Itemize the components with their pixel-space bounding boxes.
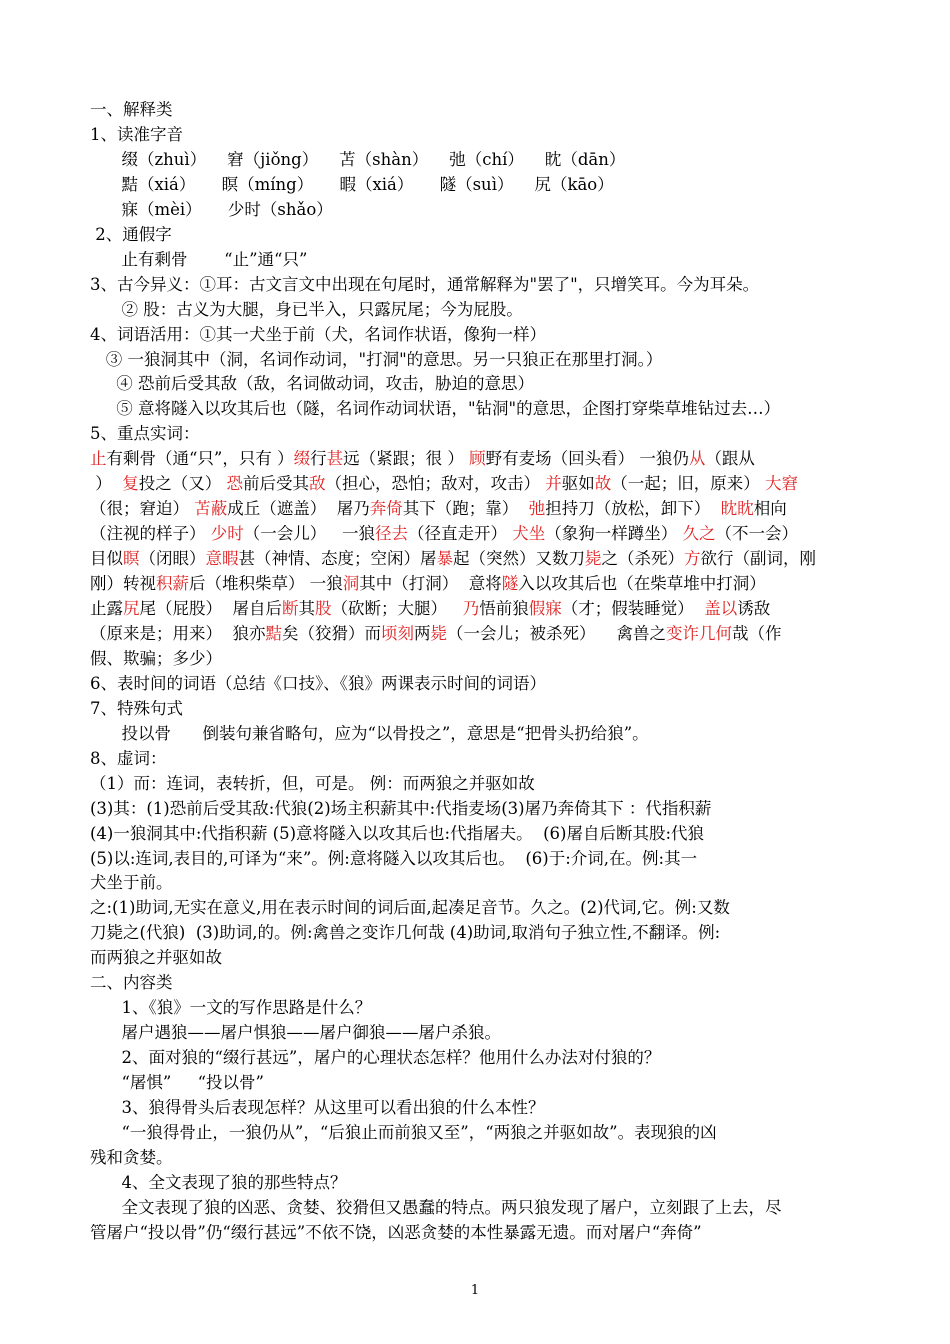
- highlighted-term: 暴: [436, 549, 453, 569]
- line-text: 屠户遇狼——屠户惧狼——屠户御狼——屠户杀狼。: [90, 1023, 501, 1043]
- highlighted-term: 奔倚: [369, 499, 403, 519]
- highlighted-term: 毙: [430, 623, 447, 643]
- line-text: （担心，恐怕；敌对，攻击）: [325, 474, 546, 494]
- line-text: 刚）转视: [90, 574, 156, 594]
- line-text: 前后受其: [243, 474, 309, 494]
- line-text: (3)其：(1)恐前后受其敌:代狼(2)场主积薪其中:代指麦场(3)屠乃奔倚其下 ：代指积薪: [90, 798, 712, 818]
- text-line: [90, 920, 870, 945]
- line-text: （原来是；用来） 狼亦: [90, 623, 266, 643]
- line-text: 两: [414, 623, 431, 643]
- line-text: 之:(1)助词,无实在意义,用在表示时间的词后面,起凑足音节。久之。(2)代词,它。例:又数: [90, 898, 730, 918]
- line-text: 欲行（副词，刚: [700, 549, 816, 569]
- text-line: [90, 1120, 870, 1145]
- text-line: [90, 571, 870, 596]
- line-text: 1、读准字音: [90, 124, 183, 144]
- text-line: [90, 371, 870, 396]
- line-text: 3、古今异义：①耳：古文言文中出现在句尾时，通常解释为"罢了"，只增笑耳。今为耳朵。: [90, 274, 760, 294]
- text-line: [90, 596, 870, 621]
- line-text: 残和贪婪。: [90, 1147, 173, 1167]
- highlighted-term: 假寐: [528, 599, 562, 618]
- line-text: 1、《狼》一文的写作思路是什么？: [90, 998, 372, 1018]
- highlighted-term: 缀: [293, 449, 311, 469]
- line-text: 7、特殊句式: [90, 698, 183, 718]
- line-text: 诱敌: [737, 599, 771, 618]
- line-text: 3、狼得骨头后表现怎样？从这里可以看出狼的什么本性？: [90, 1098, 545, 1117]
- highlighted-term: 少时: [210, 524, 244, 544]
- text-line: [90, 870, 870, 895]
- text-line: [90, 1020, 870, 1045]
- text-line: [90, 1070, 870, 1095]
- text-line: [90, 746, 870, 771]
- line-text: 有剩骨（通“只”，只有 ）: [106, 449, 294, 469]
- text-line: [90, 122, 870, 147]
- highlighted-term: 大窘: [765, 474, 798, 494]
- line-text: （注视的样子）: [90, 524, 211, 544]
- text-line: [90, 197, 870, 222]
- text-line: [90, 895, 870, 920]
- text-line: [90, 446, 870, 471]
- text-line: [90, 496, 870, 521]
- text-line: [90, 796, 870, 821]
- highlighted-term: 顷刻: [381, 623, 414, 643]
- line-text: 一、解释类: [90, 100, 173, 119]
- highlighted-term: 顾: [469, 449, 486, 469]
- line-text: 二、内容类: [90, 973, 173, 993]
- text-line: [90, 1170, 870, 1195]
- line-text: 入以攻其后也（在柴草堆中打洞）: [518, 574, 766, 594]
- highlighted-term: 故: [594, 474, 612, 494]
- line-text: 投以骨 倒装句兼省略句，应为“以骨投之”，意思是“把骨头扔给狼”。: [90, 723, 649, 743]
- text-line: [90, 546, 870, 571]
- highlighted-term: 洞: [342, 574, 360, 594]
- line-text: 其中（打洞） 意将: [359, 574, 502, 594]
- line-text: 5、重点实词：: [90, 424, 200, 444]
- text-line: [90, 771, 870, 796]
- text-line: [90, 1145, 870, 1170]
- highlighted-term: 并: [545, 474, 562, 494]
- line-text: “一狼得骨止，一狼仍从”，“后狼止而前狼又至”，“两狼之并驱如故”。表现狼的凶: [90, 1122, 717, 1142]
- highlighted-term: 乃: [462, 599, 480, 618]
- highlighted-term: 径去: [375, 524, 408, 544]
- text-line: [90, 297, 870, 322]
- text-line: [90, 646, 870, 671]
- text-line: [90, 995, 870, 1020]
- highlighted-term: 方: [684, 549, 701, 569]
- line-text: 2、通假字: [90, 224, 172, 244]
- line-text: ② 股：古义为大腿，身已半入，只露尻尾；今为屁股。: [90, 299, 523, 319]
- highlighted-term: 苫蔽: [194, 499, 228, 519]
- text-line: [90, 396, 870, 421]
- text-line: [90, 247, 870, 272]
- line-text: “屠惧” “投以骨”: [90, 1073, 264, 1093]
- text-line: [90, 322, 870, 347]
- text-line: [90, 172, 870, 197]
- highlighted-term: 意暇: [205, 549, 239, 569]
- highlighted-term: 瞑: [123, 549, 140, 569]
- text-line: [90, 1045, 870, 1070]
- line-text: ）: [90, 474, 123, 494]
- line-text: 远（紧跟；很 ）: [343, 449, 470, 469]
- text-line: [90, 1095, 870, 1120]
- line-text: 缀（zhuì） 窘（jiǒng） 苫（shàn） 弛（chí） 眈（dān）: [90, 149, 626, 169]
- line-text: 假、欺骗；多少）: [90, 648, 222, 668]
- line-text: （一会儿） 一狼: [243, 524, 375, 544]
- line-text: （象狗一样蹲坐）: [545, 524, 683, 544]
- line-text: 矣（狡猾）而: [282, 623, 381, 643]
- line-text: 止露: [90, 599, 123, 618]
- text-line: [90, 945, 870, 970]
- highlighted-term: 止: [90, 449, 107, 469]
- highlighted-term: 犬坐: [512, 524, 546, 544]
- line-text: 行: [310, 449, 327, 469]
- highlighted-term: 黠: [265, 623, 282, 643]
- line-text: 4、全文表现了狼的那些特点？: [90, 1172, 347, 1192]
- text-line: [90, 347, 870, 372]
- highlighted-term: 眈眈: [720, 499, 754, 519]
- text-line: [90, 222, 870, 247]
- text-line: [90, 421, 870, 446]
- line-text: 驱如: [561, 474, 595, 494]
- line-text: 4、词语活用：①其一犬坐于前（犬，名词作状语，像狗一样）: [90, 324, 546, 344]
- line-text: （不一会）: [715, 524, 798, 544]
- line-text: (4)一狼洞其中:代指积薪 (5)意将隧入以攻其后也:代指屠夫。 (6)屠自后断其股:代狼: [90, 823, 705, 843]
- highlighted-term: 久之: [682, 524, 716, 544]
- text-line: [90, 846, 870, 871]
- highlighted-term: 隧: [501, 574, 519, 594]
- line-text: 相向: [753, 499, 787, 519]
- highlighted-term: 恐: [226, 474, 243, 494]
- line-text: ④ 恐前后受其敌（敌，名词做动词，攻击，胁迫的意思）: [90, 374, 534, 394]
- highlighted-term: 盖以: [704, 599, 738, 618]
- line-text: 其: [298, 599, 315, 618]
- text-line: [90, 471, 870, 496]
- line-text: 犬坐于前。: [90, 873, 173, 893]
- line-text: 刀毙之(代狼) (3)助词,的。例:禽兽之变诈几何哉 (4)助词,取消句子独立性,不翻译。例:: [90, 923, 721, 943]
- line-text: （跟从: [705, 449, 755, 469]
- text-line: [90, 1220, 870, 1245]
- line-text: 全文表现了狼的凶恶、贪婪、狡猾但又愚蠢的特点。两只狼发现了屠户，立刻跟了上去，尽: [90, 1197, 782, 1217]
- line-text: 管屠户“投以骨”仍“缀行甚远”不依不饶，凶恶贪婪的本性暴露无遗。而对屠户“奔倚”: [90, 1222, 702, 1242]
- highlighted-term: 毙: [585, 549, 602, 569]
- text-line: [90, 521, 870, 546]
- highlighted-term: 断: [282, 599, 299, 618]
- highlighted-term: 甚: [326, 449, 344, 469]
- line-text: （一起；旧，原来）: [611, 474, 765, 494]
- line-text: 寐（mèi） 少时（shǎo）: [90, 199, 333, 219]
- line-text: 止有剩骨 “止”通“只”: [90, 249, 308, 269]
- text-line: [90, 970, 870, 995]
- line-text: 黠（xiá） 瞑（míng） 暇（xiá） 隧（suì） 尻（kāo）: [90, 174, 614, 194]
- line-text: （闭眼）: [139, 549, 206, 569]
- line-text: 而两狼之并驱如故: [90, 948, 222, 968]
- highlighted-term: 弛: [528, 499, 546, 519]
- highlighted-term: 股: [315, 599, 332, 618]
- line-text: （才；假装睡觉）: [561, 599, 705, 618]
- line-text: 尾（屁股） 屠自后: [139, 599, 282, 618]
- line-text: 悟前狼: [479, 599, 529, 618]
- line-text: 甚（神情、态度；空闲）屠: [238, 549, 437, 569]
- text-line: [90, 97, 870, 122]
- text-line: [90, 721, 870, 746]
- page-number: 1: [470, 1283, 480, 1298]
- line-text: 6、表时间的词语（总结《口技》、《狼》两课表示时间的词语）: [90, 673, 546, 693]
- line-text: 其下（跑；靠）: [402, 499, 529, 519]
- line-text: 目似: [90, 549, 123, 569]
- line-text: 成丘（遮盖） 屠乃: [227, 499, 370, 519]
- line-text: （一会儿；被杀死） 禽兽之: [447, 623, 666, 643]
- line-text: ⑤ 意将隧入以攻其后也（隧，名词作动词状语，"钻洞"的意思，企图打穿柴草堆钻过去…）: [90, 399, 781, 419]
- line-text: 之（杀死）: [601, 549, 684, 569]
- text-line: [90, 1195, 870, 1220]
- line-text: （砍断；大腿）: [331, 599, 463, 618]
- line-text: 哉（作: [731, 623, 782, 643]
- line-text: 8、虚词：: [90, 748, 167, 768]
- line-text: 野有麦场（回头看） 一狼仍: [485, 449, 689, 469]
- text-line: [90, 272, 870, 297]
- highlighted-term: 敌: [309, 474, 326, 494]
- text-line: [90, 147, 870, 172]
- highlighted-term: 积薪: [156, 574, 189, 594]
- line-text: （很；窘迫）: [90, 499, 195, 519]
- highlighted-term: 从: [688, 449, 706, 469]
- line-text: ③ 一狼洞其中（洞，名词作动词，"打洞"的意思。另一只狼正在那里打洞。）: [90, 349, 663, 369]
- line-text: （1）而：连词，表转折，但，可是。 例：而两狼之并驱如故: [90, 773, 535, 793]
- line-text: (5)以:连词,表目的,可译为“来”。例:意将隧入以攻其后也。 (6)于:介词,在。例:其一: [90, 848, 698, 868]
- line-text: 起（突然）又数刀: [453, 549, 585, 569]
- text-line: [90, 671, 870, 696]
- line-text: 后（堆积柴草） 一狼: [189, 574, 343, 594]
- text-line: [90, 696, 870, 721]
- highlighted-term: 变诈几何: [665, 623, 732, 643]
- highlighted-term: 尻: [123, 599, 140, 618]
- line-text: （径直走开）: [408, 524, 513, 544]
- line-text: 2、面对狼的“缀行甚远”，屠户的心理状态怎样？他用什么办法对付狼的？: [90, 1048, 661, 1068]
- line-text: 投之（又）: [138, 474, 227, 494]
- text-line: [90, 821, 870, 846]
- text-line: [90, 621, 870, 646]
- highlighted-term: 复: [122, 474, 139, 494]
- line-text: 担持刀（放松，卸下）: [545, 499, 721, 519]
